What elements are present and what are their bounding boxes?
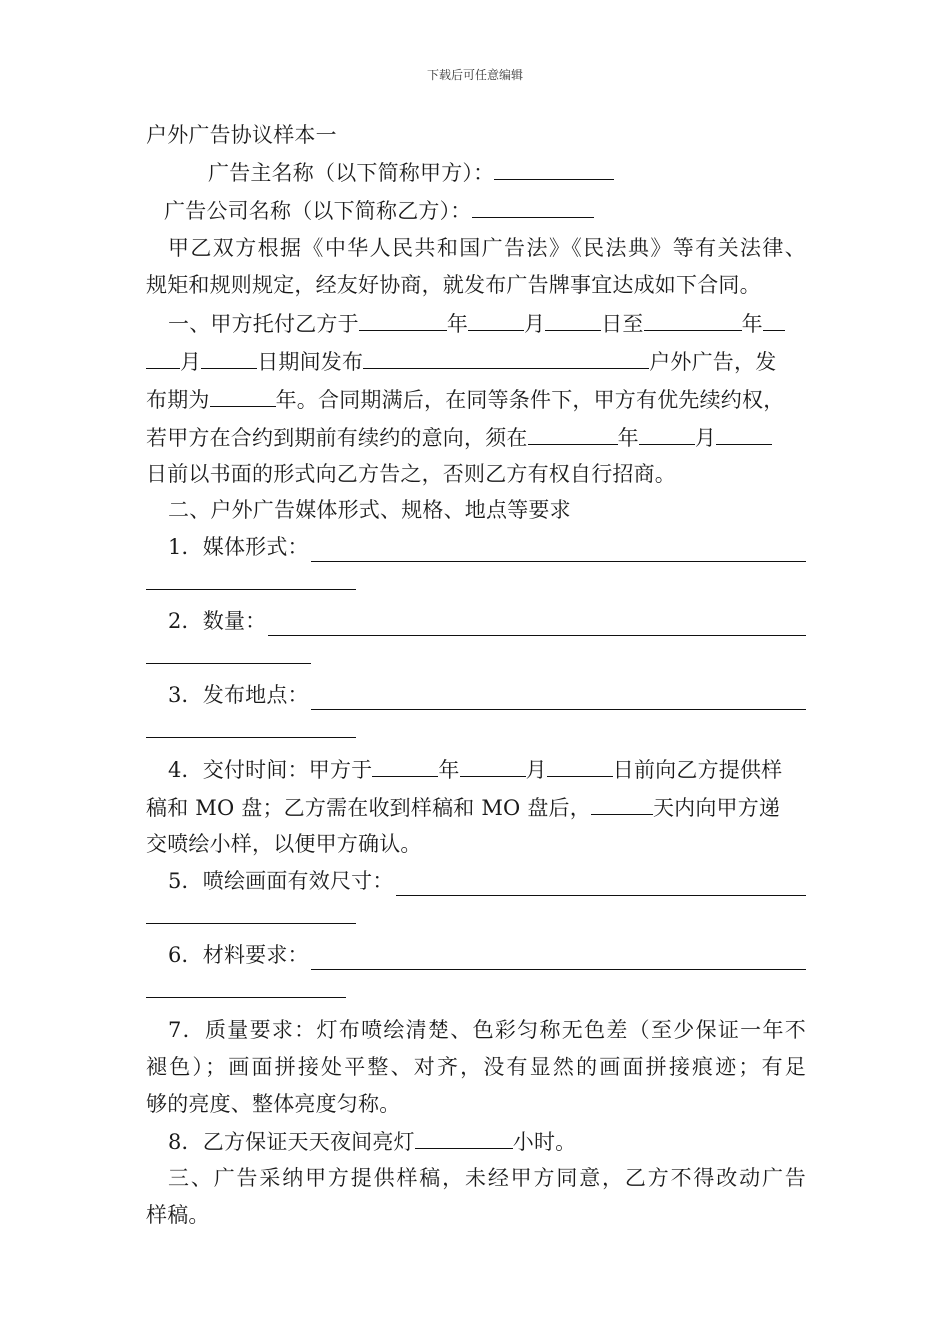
- size-line: [168, 866, 806, 896]
- quantity-blank[interactable]: [268, 613, 806, 636]
- quantity-blank-continued[interactable]: [146, 644, 311, 674]
- location-blank-continued[interactable]: [146, 718, 356, 748]
- clause3-line-1: 三、广告采纳甲方提供样稿，未经甲方同意，乙方不得改动广告: [168, 1166, 806, 1190]
- term-years-blank[interactable]: [210, 384, 276, 407]
- start-month-blank[interactable]: [468, 308, 524, 331]
- advertiser-name-blank[interactable]: [494, 157, 614, 180]
- delivery-month-blank[interactable]: [460, 754, 526, 777]
- month-text: 月: [180, 350, 202, 374]
- month-text: 月: [524, 312, 546, 336]
- year-text: 年: [741, 312, 763, 336]
- material-label: 6．材料要求：: [168, 943, 309, 967]
- company-line: [164, 195, 594, 225]
- clause1-text: 一、甲方托付乙方于: [168, 312, 359, 336]
- size-blank[interactable]: [396, 873, 806, 896]
- lighting-text-b: 小时。: [512, 1130, 577, 1154]
- media-label: 1．媒体形式：: [168, 535, 309, 559]
- renew-text: 若甲方在合约到期前有续约的意向，须在: [146, 426, 528, 450]
- renew-day-blank[interactable]: [716, 422, 772, 445]
- clause1-line-4: [146, 422, 772, 452]
- advertiser-label: 广告主名称（以下简称甲方）：: [208, 161, 495, 185]
- media-line: [168, 532, 806, 562]
- renew-year-blank[interactable]: [528, 422, 618, 445]
- quality-line-3: 够的亮度、整体亮度匀称。: [146, 1092, 401, 1116]
- delivery-text-b: 日前向乙方提供样: [612, 758, 783, 782]
- material-line: [168, 940, 806, 970]
- renew-month-blank[interactable]: [639, 422, 695, 445]
- quantity-label: 2．数量：: [168, 609, 267, 633]
- ad-content-blank[interactable]: [363, 346, 649, 369]
- period-text: 日期间发布: [257, 350, 364, 374]
- location-label: 3．发布地点：: [168, 683, 309, 707]
- delivery-line-1: [168, 754, 782, 784]
- lighting-line: [168, 1126, 576, 1156]
- clause1-line-2: [146, 346, 776, 376]
- clause3-line-2: 样稿。: [146, 1203, 210, 1227]
- size-blank-continued[interactable]: [146, 904, 356, 934]
- delivery-line-2: [146, 792, 780, 822]
- quality-line-2: 褪色）；画面拼接处平整、对齐，没有显然的画面拼接痕迹；有足: [146, 1055, 806, 1079]
- clause2-heading: 二、户外广告媒体形式、规格、地点等要求: [168, 498, 571, 522]
- location-line: [168, 680, 806, 710]
- company-name-blank[interactable]: [472, 195, 594, 218]
- month-text: 月: [525, 758, 547, 782]
- quantity-line: [168, 606, 806, 636]
- intro-line-1: 甲乙双方根据《中华人民共和国广告法》《民法典》等有关法律、: [168, 236, 806, 260]
- material-blank-continued[interactable]: [146, 978, 346, 1008]
- year-text: 年: [438, 758, 460, 782]
- media-blank[interactable]: [311, 539, 806, 562]
- company-label: 广告公司名称（以下简称乙方）：: [164, 199, 472, 223]
- day-to-text: 日至: [601, 312, 644, 336]
- lighting-text-a: 8．乙方保证天天夜间亮灯: [168, 1130, 415, 1154]
- document-title: 户外广告协议样本一: [146, 123, 337, 147]
- lighting-hours-blank[interactable]: [415, 1126, 513, 1149]
- advertiser-line: [208, 157, 614, 187]
- clause1-line-1: [168, 308, 785, 338]
- year-text: 年: [446, 312, 469, 336]
- material-blank[interactable]: [311, 947, 806, 970]
- month-text: 月: [694, 426, 717, 450]
- delivery-text-c: 稿和 MO 盘；乙方需在收到样稿和 MO 盘后，: [146, 796, 591, 820]
- page-header: 下载后可任意编辑: [426, 68, 523, 82]
- outdoor-text: 户外广告，发: [649, 350, 777, 374]
- delivery-text-a: 4．交付时间：甲方于: [168, 758, 373, 782]
- end-month-blank-a[interactable]: [763, 308, 785, 331]
- delivery-day-blank[interactable]: [547, 754, 613, 777]
- intro-line-2: 规矩和规则规定，经友好协商，就发布广告牌事宜达成如下合同。: [146, 273, 761, 297]
- size-label: 5．喷绘画面有效尺寸：: [168, 869, 394, 893]
- term-text-a: 布期为: [146, 388, 210, 412]
- start-year-blank[interactable]: [359, 308, 447, 331]
- delivery-year-blank[interactable]: [372, 754, 438, 777]
- term-text-b: 年。合同期满后，在同等条件下，甲方有优先续约权，: [275, 388, 785, 412]
- location-blank[interactable]: [311, 687, 806, 710]
- quality-line-1: 7．质量要求：灯布喷绘清楚、色彩匀称无色差（至少保证一年不: [168, 1018, 806, 1042]
- year-text: 年: [617, 426, 639, 450]
- end-year-blank[interactable]: [644, 308, 742, 331]
- delivery-text-d: 天内向甲方递: [652, 796, 781, 820]
- clause1-line-5: 日前以书面的形式向乙方告之，否则乙方有权自行招商。: [146, 462, 676, 486]
- delivery-line-3: 交喷绘小样，以便甲方确认。: [146, 832, 422, 856]
- clause1-line-3: [146, 384, 784, 414]
- start-day-blank[interactable]: [545, 308, 601, 331]
- media-blank-continued[interactable]: [146, 570, 356, 600]
- delivery-days-blank[interactable]: [591, 792, 653, 815]
- end-month-blank-b[interactable]: [146, 346, 180, 369]
- end-day-blank[interactable]: [201, 346, 257, 369]
